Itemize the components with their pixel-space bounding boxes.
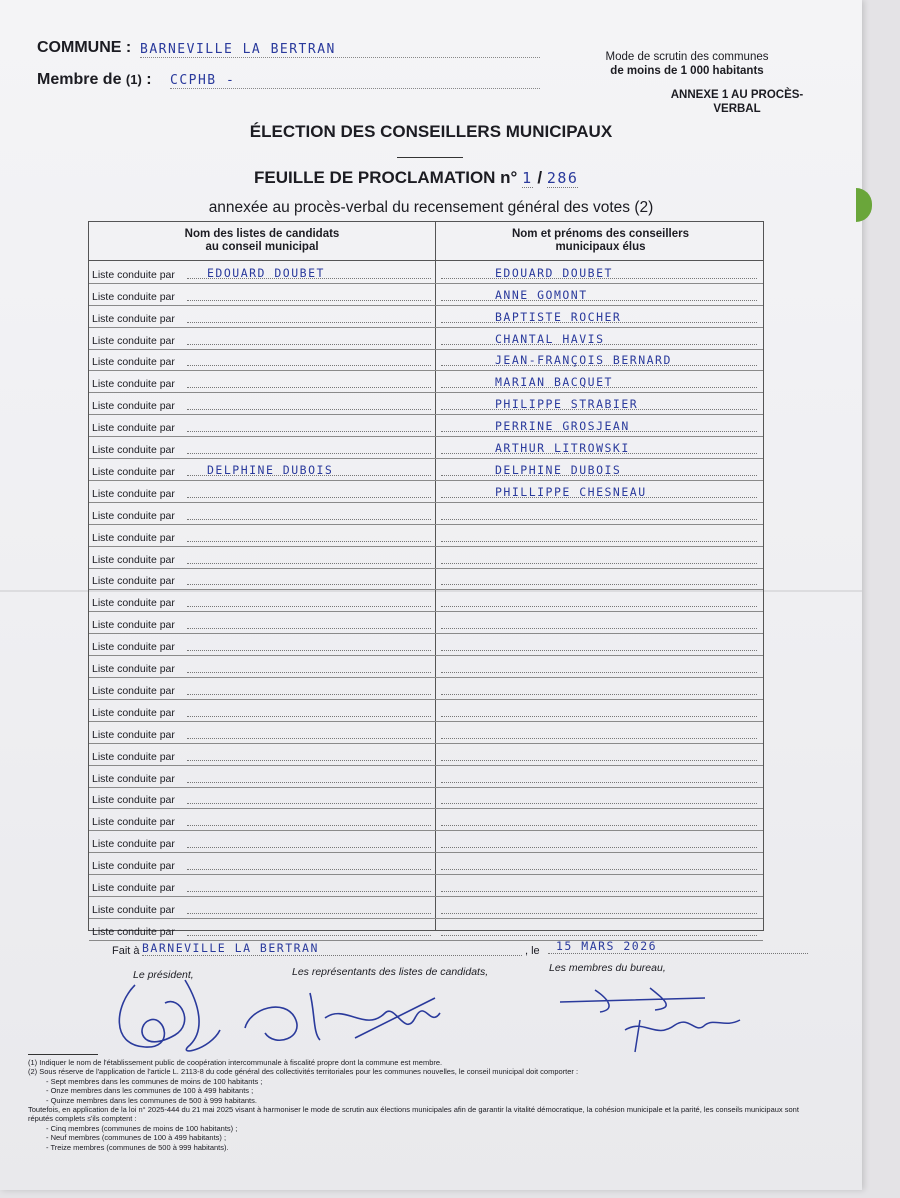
subtitle: annexée au procès-verbal du recensement général des votes (2) [208, 199, 654, 216]
row-dotted-line-elu [441, 869, 757, 870]
table-row [89, 349, 763, 372]
row-dotted-line [187, 519, 431, 520]
row-dotted-line-elu [441, 672, 757, 673]
elu-name: PHILLIPPE CHESNEAU [495, 484, 647, 499]
liste-name: DELPHINE DUBOIS [207, 462, 334, 477]
row-label: Liste conduite par [92, 531, 175, 544]
row-dotted-line [187, 344, 431, 345]
footnotes: (1) Indiquer le nom de l'établissement public de coopération intercommunale à fiscalité propre dont la commune est membre. (2) Sous réserve de l'application de l'article L. 2113-8 du code général des collectivités territoriales pour les communes nouvelles, le conseil municipal doit comporter : - Sept membres dans les communes de moins de 100 habitants ; - Onze membres dans les communes de 100 à 499 habitants ; - Quinze membres dans les communes de 500 à 999 habitants. Toutefois, en application de la loi n° 2025-444 du 21 mai 2025 visant à harmoniser le mode de scrutin aux élections municipales afin de garantir la vitalité démocratique, la cohésion municipale et la parité, les conseils municipaux sont réputés complets s'ils comptent : - Cinq membres (communes de moins de 100 habitants) ; - Neuf membres (communes de 100 à 499 habitants) ; - Treize membres (communes de 500 à 999 habitants). [28, 1058, 799, 1152]
table-row [89, 633, 763, 656]
row-dotted-line [187, 760, 431, 761]
row-dotted-line [187, 738, 431, 739]
row-dotted-line [187, 672, 431, 673]
table-row [89, 852, 763, 875]
row-label: Liste conduite par [92, 444, 175, 457]
row-dotted-line-elu [441, 738, 757, 739]
table-header [89, 222, 763, 261]
membre-value: CCPHB - [170, 73, 540, 89]
table-row [89, 611, 763, 634]
table-row [89, 480, 763, 503]
commune-value: BARNEVILLE LA BERTRAN [140, 42, 540, 58]
row-label: Liste conduite par [92, 312, 175, 325]
row-label: Liste conduite par [92, 925, 175, 938]
row-label: Liste conduite par [92, 378, 175, 391]
president-signature [105, 975, 225, 1060]
row-dotted-line-elu [441, 847, 757, 848]
row-dotted-line [187, 365, 431, 366]
row-label: Liste conduite par [92, 509, 175, 522]
row-dotted-line-elu [441, 519, 757, 520]
row-dotted-line [187, 584, 431, 585]
fait-a-value: BARNEVILLE LA BERTRAN [142, 941, 522, 956]
fait-a: Fait à [112, 945, 140, 957]
table-row [89, 743, 763, 766]
table-row [89, 655, 763, 678]
row-dotted-line-elu [441, 694, 757, 695]
row-label: Liste conduite par [92, 619, 175, 632]
elu-name: JEAN-FRANÇOIS BERNARD [495, 353, 672, 368]
table-row [89, 502, 763, 525]
table-row [89, 677, 763, 700]
elu-name: ARTHUR LITROWSKI [495, 441, 630, 456]
col-elus-header: Nom et prénoms des conseillers municipaux élus [511, 228, 690, 253]
row-dotted-line-elu [441, 803, 757, 804]
row-dotted-line [187, 913, 431, 914]
row-dotted-line [187, 650, 431, 651]
elu-name: MARIAN BACQUET [495, 375, 613, 390]
table-row [89, 830, 763, 853]
row-dotted-line-elu [441, 716, 757, 717]
row-dotted-line [187, 497, 431, 498]
row-dotted-line [187, 541, 431, 542]
table-row [89, 721, 763, 744]
row-dotted-line-elu [441, 825, 757, 826]
elu-name: EDOUARD DOUBET [495, 265, 613, 280]
table-row [89, 524, 763, 547]
bureau-label: Les membres du bureau, [549, 962, 666, 974]
row-label: Liste conduite par [92, 728, 175, 741]
elu-name: PERRINE GROSJEAN [495, 419, 630, 434]
row-label: Liste conduite par [92, 772, 175, 785]
feuille-title: FEUILLE DE PROCLAMATION n° 1 / 286 [254, 168, 579, 187]
row-dotted-line [187, 628, 431, 629]
row-dotted-line [187, 803, 431, 804]
table-row [89, 458, 763, 481]
table-row [89, 874, 763, 897]
row-label: Liste conduite par [92, 903, 175, 916]
row-dotted-line [187, 453, 431, 454]
row-dotted-line [187, 563, 431, 564]
row-dotted-line [187, 431, 431, 432]
table-row [89, 809, 763, 832]
representants-label: Les représentants des listes de candidats, [292, 966, 489, 978]
row-dotted-line-elu [441, 606, 757, 607]
title-divider [397, 157, 463, 158]
row-dotted-line [187, 606, 431, 607]
annexe-label: ANNEXE 1 AU PROCÈS- VERBAL [670, 89, 804, 115]
mode-scrutin: Mode de scrutin des communes de moins de 1 000 habitants [605, 51, 769, 77]
row-dotted-line [187, 694, 431, 695]
page-title: ÉLECTION DES CONSEILLERS MUNICIPAUX [249, 122, 613, 141]
row-dotted-line [187, 869, 431, 870]
membre-label: Membre de (1) : [37, 71, 152, 88]
liste-name: EDOUARD DOUBET [207, 265, 325, 280]
row-dotted-line-elu [441, 584, 757, 585]
row-label: Liste conduite par [92, 750, 175, 763]
table-row [89, 392, 763, 415]
row-dotted-line [187, 322, 431, 323]
table-row [89, 327, 763, 350]
background-green-shape [856, 188, 872, 222]
row-dotted-line-elu [441, 563, 757, 564]
row-dotted-line [187, 782, 431, 783]
table-row [89, 371, 763, 394]
col-listes-header: Nom des listes de candidats au conseil municipal [184, 228, 340, 253]
row-label: Liste conduite par [92, 422, 175, 435]
table-row [89, 414, 763, 437]
row-dotted-line [187, 825, 431, 826]
row-label: Liste conduite par [92, 290, 175, 303]
row-dotted-line-elu [441, 541, 757, 542]
row-label: Liste conduite par [92, 882, 175, 895]
row-label: Liste conduite par [92, 553, 175, 566]
table-row [89, 305, 763, 328]
table-row [89, 590, 763, 613]
row-dotted-line [187, 300, 431, 301]
elu-name: DELPHINE DUBOIS [495, 462, 622, 477]
elu-name: CHANTAL HAVIS [495, 331, 605, 346]
row-label: Liste conduite par [92, 816, 175, 829]
president-label: Le président, [133, 969, 194, 981]
table-row [89, 699, 763, 722]
footnote-rule [28, 1054, 98, 1055]
date-label: , le [525, 945, 540, 957]
row-label: Liste conduite par [92, 641, 175, 654]
table-row [89, 787, 763, 810]
table-row [89, 896, 763, 919]
table-row [89, 918, 763, 941]
row-label: Liste conduite par [92, 400, 175, 413]
row-dotted-line-elu [441, 891, 757, 892]
row-dotted-line [187, 935, 431, 936]
row-label: Liste conduite par [92, 684, 175, 697]
row-label: Liste conduite par [92, 706, 175, 719]
representants-signature [235, 978, 445, 1048]
date-value: 15 MARS 2026 [548, 939, 808, 954]
row-label: Liste conduite par [92, 334, 175, 347]
row-label: Liste conduite par [92, 487, 175, 500]
row-dotted-line-elu [441, 300, 757, 301]
row-dotted-line-elu [441, 935, 757, 936]
elu-name: ANNE GOMONT [495, 287, 588, 302]
row-label: Liste conduite par [92, 356, 175, 369]
row-dotted-line [187, 387, 431, 388]
row-dotted-line [187, 847, 431, 848]
row-label: Liste conduite par [92, 860, 175, 873]
row-label: Liste conduite par [92, 794, 175, 807]
row-dotted-line-elu [441, 760, 757, 761]
row-label: Liste conduite par [92, 268, 175, 281]
row-label: Liste conduite par [92, 575, 175, 588]
results-table [88, 221, 764, 938]
row-dotted-line-elu [441, 782, 757, 783]
table-row [89, 568, 763, 591]
elu-name: PHILIPPE STRABIER [495, 397, 639, 412]
table-row [89, 283, 763, 306]
bureau-signatures [555, 980, 745, 1055]
row-label: Liste conduite par [92, 663, 175, 676]
row-dotted-line [187, 409, 431, 410]
row-dotted-line-elu [441, 913, 757, 914]
commune-label: COMMUNE : [37, 39, 132, 56]
table-row [89, 546, 763, 569]
elu-name: BAPTISTE ROCHER [495, 309, 622, 324]
row-label: Liste conduite par [92, 597, 175, 610]
row-dotted-line-elu [441, 628, 757, 629]
row-label: Liste conduite par [92, 465, 175, 478]
table-row [89, 765, 763, 788]
table-row [89, 436, 763, 459]
row-label: Liste conduite par [92, 838, 175, 851]
row-dotted-line [187, 716, 431, 717]
row-dotted-line [187, 891, 431, 892]
row-dotted-line-elu [441, 650, 757, 651]
table-row [89, 261, 763, 284]
